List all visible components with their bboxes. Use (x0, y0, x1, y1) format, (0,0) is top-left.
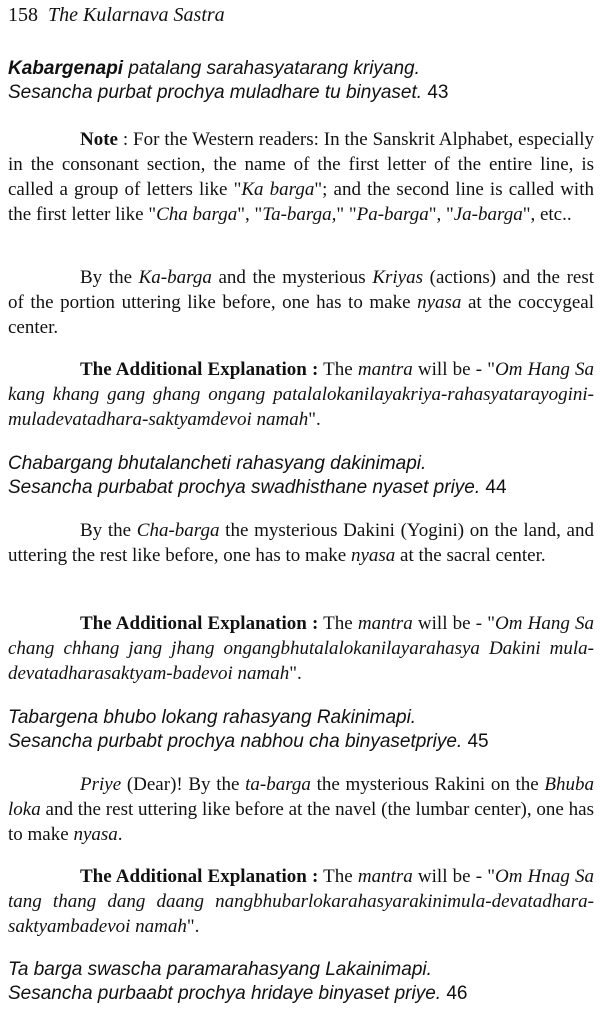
para-text: and the rest uttering like before at the navel (the lumbar center), one has to make (8, 799, 594, 845)
para-text: The (318, 866, 358, 887)
para-italic: nyasa (73, 824, 118, 845)
additional-explanation-3 (8, 864, 594, 939)
para-text: will be - " (412, 613, 495, 634)
running-title: The Kularnava Sastra (48, 4, 225, 26)
ta-barga-paragraph (8, 772, 594, 847)
verse-46-line1: Ta barga swascha paramarahasyang Lakainimapi. (8, 959, 432, 980)
para-text: By the (80, 520, 137, 541)
verse-43-line2: Sesancha purbat prochya muladhare tu binyaset. (8, 82, 423, 103)
mantra-text: Om Hnag Sa tang thang dang daang nangbhubarlokarahasyarakinimula-devatadhara-saktyambadevoi namah (8, 866, 594, 937)
para-italic: Ka-barga (138, 267, 212, 288)
para-text: The (318, 359, 358, 380)
verse-43-bold-word: Kabargenapi (8, 58, 124, 79)
para-text: ". (186, 916, 200, 937)
verse-43-number: 43 (427, 82, 449, 103)
para-text: at the coccygeal center. (8, 292, 594, 338)
verse-45-line2: Sesancha purbabt prochya nabhou cha binyasetpriye. (8, 731, 463, 752)
additional-explanation-2 (8, 611, 594, 686)
note-italic: Pa-barga (356, 204, 429, 225)
note-text: ", etc.. (522, 204, 572, 225)
para-text: the mysterious Rakini on the (310, 774, 545, 795)
cha-barga-paragraph (8, 518, 594, 568)
para-italic: nyasa (417, 292, 462, 313)
para-text: and the mysterious (211, 267, 373, 288)
verse-43-line1: patalang sarahasyatarang kriyang. (123, 58, 420, 79)
para-text: will be - " (412, 866, 495, 887)
note-text: " " (336, 204, 357, 225)
note-text: : For the Western readers: In the Sanskrit Alphabet, especially in the consonant section, the name of the first letter of the entire line, is called a group of letters like " (8, 129, 594, 200)
mantra-text: Om Hang Sa chang chhang jang jhang ongangbhutalalokanilayarahasya Dakini mula-devatadharasaktyam-badevoi namah (8, 613, 594, 684)
para-italic: Priye (80, 774, 122, 795)
verse-44 (8, 452, 593, 500)
para-italic: nyasa (350, 545, 396, 566)
note-italic: Cha barga (156, 204, 238, 225)
note-text: ", " (428, 204, 454, 225)
note-paragraph (8, 127, 594, 227)
para-italic: mantra (357, 359, 413, 380)
para-italic: Kriyas (372, 267, 423, 288)
para-text: (actions) and the rest of the portion uttering like before, one has to make (8, 267, 595, 313)
para-italic: Bhuba loka (8, 774, 594, 820)
para-italic: mantra (357, 866, 413, 887)
page-number: 158 (8, 4, 38, 26)
para-text: ". (289, 663, 302, 684)
explanation-label: The Additional Explanation : (80, 866, 319, 887)
ka-barga-paragraph (8, 265, 594, 340)
verse-45 (8, 706, 593, 754)
para-text: By the (80, 267, 139, 288)
verse-44-number: 44 (485, 477, 507, 498)
para-text: . (117, 824, 123, 845)
mantra-text: Om Hang Sa kang khang gang ghang ongang patalalokanilayakriya-rahasyatarayogini-muladevatadhara-saktyamdevoi namah (8, 359, 594, 430)
para-text: ". (308, 409, 321, 430)
note-text: "; and the second line is called with the first letter like " (8, 179, 594, 225)
explanation-label: The Additional Explanation : (80, 359, 319, 380)
verse-45-number: 45 (467, 731, 489, 752)
verse-44-line2: Sesancha purbabat prochya swadhisthane nyaset priye. (8, 477, 481, 498)
para-text: at the sacral center. (395, 545, 546, 566)
verse-44-line1: Chabargang bhutalancheti rahasyang dakinimapi. (8, 453, 427, 474)
verse-46-number: 46 (446, 983, 468, 1004)
verse-43 (8, 57, 593, 105)
para-text: the mysterious Dakini (Yogini) on the land, and uttering the rest like before, one has to make (8, 520, 594, 566)
note-italic: Ka barga (241, 179, 315, 200)
para-italic: Cha-barga (136, 520, 220, 541)
verse-46 (8, 958, 593, 1006)
note-label: Note (80, 129, 118, 150)
para-text: The (318, 613, 358, 634)
verse-45-line1: Tabargena bhubo lokang rahasyang Rakinimapi. (8, 707, 417, 728)
para-text: will be - " (412, 359, 495, 380)
para-italic: ta-barga (245, 774, 311, 795)
page-header (8, 4, 225, 27)
note-italic: Ta-barga, (262, 204, 337, 225)
para-italic: mantra (357, 613, 413, 634)
note-italic: Ja-barga (453, 204, 523, 225)
explanation-label: The Additional Explanation : (80, 613, 319, 634)
note-text: ", " (237, 204, 263, 225)
para-text: (Dear)! By the (121, 774, 246, 795)
additional-explanation-1 (8, 357, 594, 432)
verse-46-line2: Sesancha purbaabt prochya hridaye binyaset priye. (8, 983, 442, 1004)
